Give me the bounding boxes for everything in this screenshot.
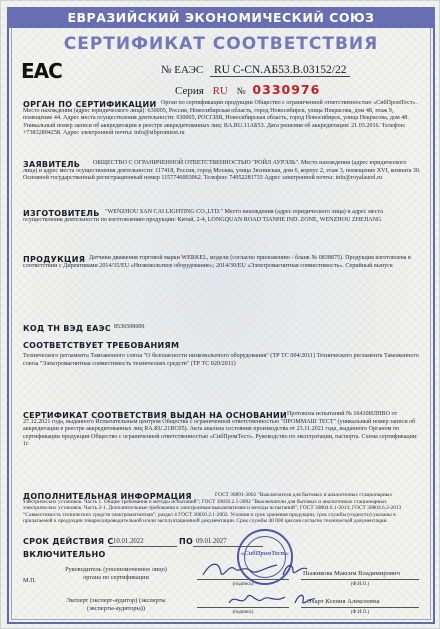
head-name-hint: (Ф.И.О.) <box>350 582 370 587</box>
product-heading: ПРОДУКЦИЯ <box>23 255 86 264</box>
tn-ved-code: 8536508009 <box>114 324 145 330</box>
applicant-text: ОБЩЕСТВО С ОГРАНИЧЕННОЙ ОТВЕТСТВЕННОСТЬЮ "РОЙЛ АУРЭЛЬ". Место нахождения (адрес юридического лица) и адрес места осуществления деятельности: 117418, Россия, город Москва, улица Зюзинская, дом 6, корпус 2, этаж 3, помещение XVI, комната 30. Основной государственный регистрационный номер 1157746003062. Телефон: 74952281733 Адрес электронной почты: info@royalaurel.ru <box>23 160 421 182</box>
basis-text: Протокола испытаний № 16410ИЛНВО от 27.12.2021 года, выданного Испытательным центром Общества с ограниченной ответственностью "ПРОММАШ ТЕСТ" (уникальный номер записи об аккредитации в реестре аккредитованных лиц RA.RU.21ВС05). Акта анализа состояния производства от 23.11.2021 года, выданного Органом по сертификации продукции Общество с ограниченной ответственностью «СибПромТест». Руководство по эксплуатации, паспорта. Схема сертификации: 1с <box>23 411 418 448</box>
inclusive-label: ВКЛЮЧИТЕЛЬНО <box>23 550 106 559</box>
registration-number-row <box>161 64 350 76</box>
head-role: Руководитель (уполномоченное лицо) органа по сертификации <box>65 566 167 581</box>
number-sign: № <box>236 87 246 97</box>
registration-number: RU С-CN.АБ53.В.03152/22 <box>210 64 350 77</box>
manufacturer-heading: ИЗГОТОВИТЕЛЬ <box>23 209 100 218</box>
stamp-text: «СибПромТест» <box>241 550 289 557</box>
date-from-line <box>109 546 177 547</box>
date-to: 09.01.2027 <box>196 538 227 545</box>
head-name: Пыжикова Максим Владимирович <box>303 570 400 577</box>
validity-label: СРОК ДЕЙСТВИЯ С <box>23 537 114 546</box>
expert-name-line <box>301 607 419 608</box>
organ-text: Орган по сертификации продукции Общество с ограниченной ответственностью «СибПромТест». Место нахождения (адрес юридического лица): 630005, Россия, Новосибирская область, город Новосибирск, улица Некрасова, дом 48, этаж 9, помещение 44. Адрес места осуществления деятельности: 630005, РОССИЯ, Новосибирская область, город Новосибирск, улица Некрасова, дом 48. Уникальный номер записи об аккредитации в реестре аккредитованных лиц: RA.RU.11АБ53. Дата решения об аккредитации: 21.03.2016. Телефон: +73832804258. Адрес электронной почты: info@sibpromtest.ru <box>23 100 418 137</box>
series-label: Серия <box>175 85 204 97</box>
expert-name-hint: (Ф.И.О.) <box>350 610 370 615</box>
expert-signature-initial <box>293 591 317 607</box>
to-label: ПО <box>179 537 194 546</box>
additional-text: ГОСТ 30891-2002 "Выключатели для бытовых и аналогичных стационарных электрических установок. Часть 1. Общие требования и методы испытаний"; ГОСТ 30850.2.1-2002 "Выключатели для бытовых и аналогичных стационарных электрических установок. Часть 2-1. Дополнительные требования к электронным выключателям и методы испытаний"; ГОСТ 30804.6.1-2013; ГОСТ 30804.6.3-2013 "Совместимость технических средств электромагнитная"; раздел 4 ГОСТ 30850.2.1-2002. Условия и срок хранения продукции, срок службы (годности) указаны в прилагаемой к продукции товаросопроводительной и/или эксплуатационной документации. Срок службы 40 000 циклов согласно технической документации. <box>23 492 402 525</box>
expert-name: Эхарт Ксения Алексеевна <box>307 598 380 605</box>
additional-heading: ДОПОЛНИТЕЛЬНАЯ ИНФОРМАЦИЯ <box>23 492 192 501</box>
serial-number: 0330976 <box>252 82 321 97</box>
head-signature <box>201 559 281 581</box>
product-text: Датчики движения торговой марки WERKEL, модели (согласно приложению - бланк № 0838875). Продукция изготовлена в соответствии с Директивами 2014/35/EU «Низковольтное оборудование»; 2014/30/EU «Электромагнитная совместимость». Серийный выпуск <box>23 255 411 269</box>
requirements-heading: СООТВЕТСТВУЕТ ТРЕБОВАНИЯМ <box>23 341 180 350</box>
certificate-title: СЕРТИФИКАТ СООТВЕТСТВИЯ <box>63 34 379 54</box>
union-band: ЕВРАЗИЙСКИЙ ЭКОНОМИЧЕСКИЙ СОЮЗ <box>7 7 435 28</box>
manufacturer-text: "WENZHOU SAN CAI LIGHTING CO.,LTD." Место нахождения (адрес юридического лица) и адрес места осуществления деятельности по изготовлению продукции: Китай, 2-4, LONGQUAN ROAD TIANHE IND. ZONE, WENZHOU ZHEJIANG <box>23 209 383 223</box>
requirements-text: Технического регламента Таможенного союза "О безопасности низковольтного оборудования" (ТР ТС 004/2011) Технического регламента Таможенного союза "Электромагнитная совместимость технических средств" (ТР ТС 020/2011) <box>23 353 419 367</box>
head-signature-initial <box>281 561 309 579</box>
date-from: 10.01.2022 <box>113 538 144 545</box>
head-name-line <box>301 579 419 580</box>
basis-heading: СЕРТИФИКАТ СООТВЕТСТВИЯ ВЫДАН НА ОСНОВАНИИ <box>23 411 287 420</box>
expert-sign-hint: (подпись) <box>232 610 254 615</box>
tn-ved-label: КОД ТН ВЭД ЕАЭС <box>23 324 111 333</box>
registration-label: № ЕАЭС <box>161 64 204 76</box>
expert-signature <box>227 591 287 609</box>
eac-logo: EAC <box>21 59 62 83</box>
head-sign-hint: (подпись) <box>232 582 254 587</box>
mp-label: М.П. <box>23 577 37 584</box>
organ-heading: ОРГАН ПО СЕРТИФИКАЦИИ <box>23 100 157 109</box>
series-row <box>175 82 320 97</box>
applicant-heading: ЗАЯВИТЕЛЬ <box>23 160 81 169</box>
series-value: RU <box>212 85 228 97</box>
expert-role: Эксперт (эксперт-аудитор) (эксперты (эксперты-аудиторы)) <box>66 597 166 612</box>
